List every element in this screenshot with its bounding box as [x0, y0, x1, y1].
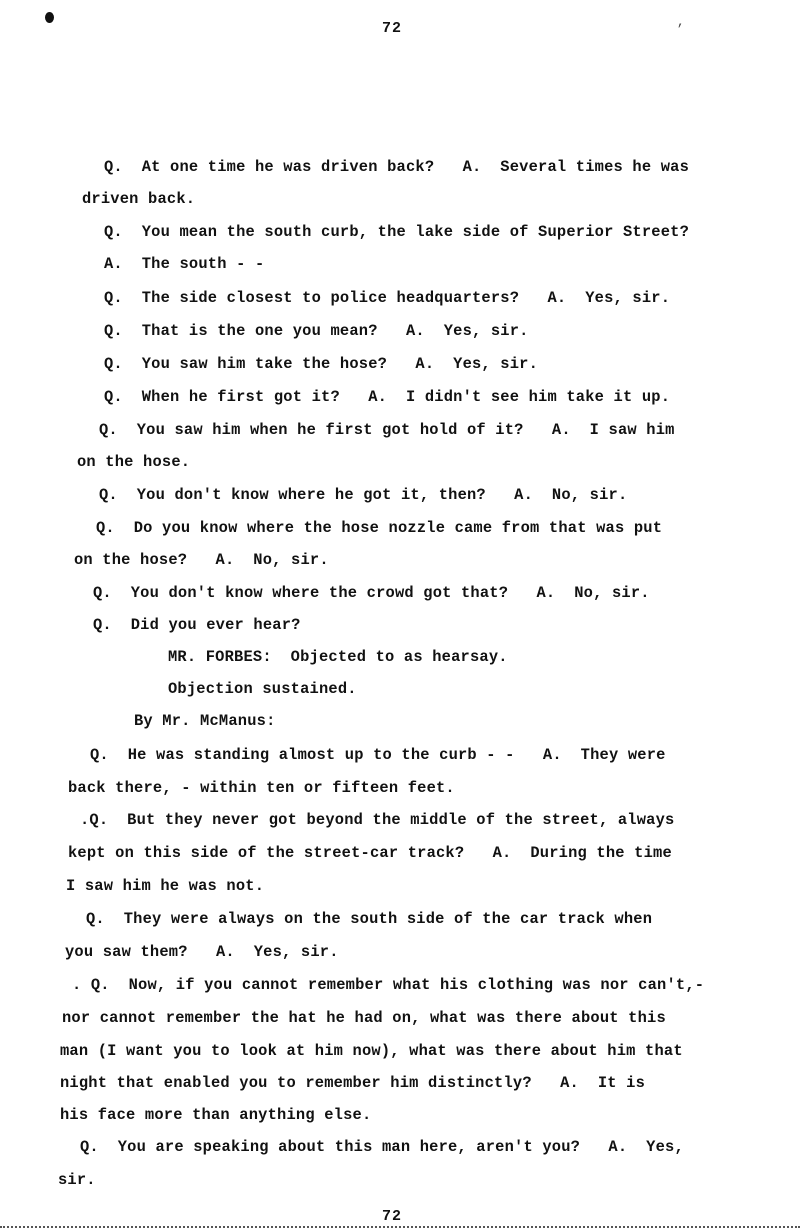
transcript-line: Q. You saw him take the hose? A. Yes, sir. — [104, 355, 539, 373]
transcript-line: his face more than anything else. — [60, 1106, 372, 1124]
transcript-line: Q. You don't know where he got it, then? A. No, sir. — [99, 486, 628, 504]
transcript-line: MR. FORBES: Objected to as hearsay. — [168, 648, 508, 666]
transcript-line: Q. At one time he was driven back? A. Several times he was — [104, 158, 690, 176]
transcript-line: Q. You don't know where the crowd got that? A. No, sir. — [93, 584, 650, 602]
transcript-line: night that enabled you to remember him distinctly? A. It is — [60, 1074, 646, 1092]
transcript-line: you saw them? A. Yes, sir. — [65, 943, 339, 961]
transcript-line: Q. Did you ever hear? — [93, 616, 301, 634]
transcript-line: Q. Do you know where the hose nozzle came from that was put — [96, 519, 663, 537]
transcript-line: Q. They were always on the south side of the car track when — [86, 910, 653, 928]
corner-mark: ’ — [676, 22, 684, 37]
transcript-line: A. The south - - — [104, 255, 265, 273]
transcript-line: . Q. Now, if you cannot remember what his clothing was nor can't,- — [72, 976, 705, 994]
transcript-line: Q. You saw him when he first got hold of it? A. I saw him — [99, 421, 675, 439]
transcript-line: driven back. — [82, 190, 196, 208]
transcript-line: man (I want you to look at him now), what was there about him that — [60, 1042, 683, 1060]
transcript-line: on the hose? A. No, sir. — [74, 551, 329, 569]
ink-blot-mark — [45, 12, 54, 23]
transcript-line: I saw him he was not. — [66, 877, 265, 895]
transcript-line: By Mr. McManus: — [134, 712, 276, 730]
transcript-line: on the hose. — [77, 453, 191, 471]
transcript-line: Q. You mean the south curb, the lake side of Superior Street? — [104, 223, 690, 241]
transcript-line: back there, - within ten or fifteen feet. — [68, 779, 455, 797]
transcript-line: Q. You are speaking about this man here, aren't you? A. Yes, — [80, 1138, 684, 1156]
page-number-top: 72 — [382, 20, 403, 37]
transcript-line: sir. — [58, 1171, 96, 1189]
page-number-bottom: 72 — [382, 1208, 403, 1225]
transcript-line: Q. That is the one you mean? A. Yes, sir. — [104, 322, 529, 340]
transcript-line: kept on this side of the street-car track? A. During the time — [68, 844, 672, 862]
transcript-line: Q. The side closest to police headquarters? A. Yes, sir. — [104, 289, 671, 307]
transcript-line: Objection sustained. — [168, 680, 357, 698]
transcript-line: .Q. But they never got beyond the middle of the street, always — [80, 811, 675, 829]
bottom-rule — [0, 1226, 800, 1228]
transcript-line: Q. He was standing almost up to the curb - - A. They were — [90, 746, 666, 764]
transcript-line: Q. When he first got it? A. I didn't see him take it up. — [104, 388, 671, 406]
transcript-line: nor cannot remember the hat he had on, what was there about this — [62, 1009, 666, 1027]
